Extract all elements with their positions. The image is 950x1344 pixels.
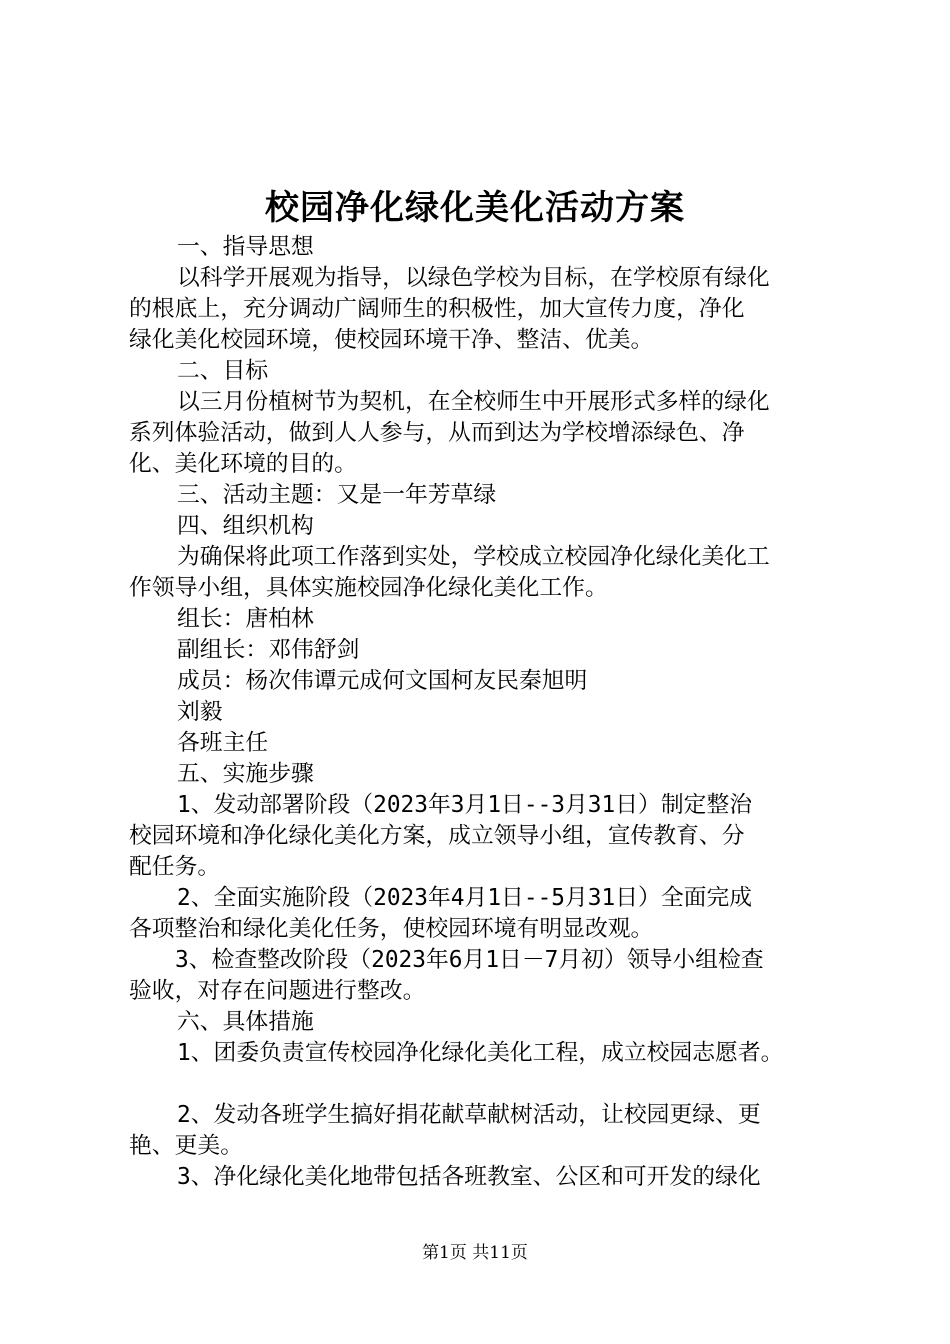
paragraph-line: 校园环境和净化绿化美化方案，成立领导小组，宣传教育、分 <box>129 823 745 849</box>
paragraph-line: 以科学开展观为指导，以绿色学校为目标，在学校原有绿化 <box>177 265 770 291</box>
section-heading-goals: 二、目标 <box>177 358 269 384</box>
section-heading-theme: 三、活动主题：又是一年芳草绿 <box>177 482 497 508</box>
paragraph-line: 3、净化绿化美化地带包括各班教室、公区和可开发的绿化 <box>177 1164 761 1190</box>
paragraph-line: 配任务。 <box>129 854 221 880</box>
section-heading-measures: 六、具体措施 <box>177 1009 314 1035</box>
members-line: 各班主任 <box>177 730 269 756</box>
paragraph-line: 验收，对存在问题进行整改。 <box>129 978 426 1004</box>
paragraph-line: 各项整治和绿化美化任务，使校园环境有明显改观。 <box>129 916 654 942</box>
paragraph-line: 系列体验活动，做到人人参与，从而到达为学校增添绿色、净 <box>129 420 745 446</box>
paragraph-line: 的根底上，充分调动广阔师生的积极性，加大宣传力度，净化 <box>129 296 745 322</box>
members-line: 刘毅 <box>177 699 223 725</box>
page-footer: 第1页 共11页 <box>422 1243 528 1263</box>
document-body <box>129 232 841 1193</box>
paragraph-line: 2、发动各班学生搞好捐花献草献树活动，让校园更绿、更 <box>177 1102 761 1128</box>
section-heading-steps: 五、实施步骤 <box>177 761 314 787</box>
paragraph-line: 艳、更美。 <box>129 1133 243 1159</box>
paragraph-line: 绿化美化校园环境，使校园环境干净、整洁、优美。 <box>129 327 654 353</box>
paragraph-line: 作领导小组，具体实施校园净化绿化美化工作。 <box>129 575 608 601</box>
paragraph-line: 1、团委负责宣传校园净化绿化美化工程，成立校园志愿者。 <box>177 1040 784 1066</box>
paragraph-line: 1、发动部署阶段（2023年3月1日--3月31日）制定整治 <box>177 792 753 818</box>
leader-line: 组长：唐柏林 <box>177 606 314 632</box>
document-title: 校园净化绿化美化活动方案 <box>265 188 685 228</box>
paragraph-line: 3、检查整改阶段（2023年6月1日－7月初）领导小组检查 <box>175 947 764 973</box>
paragraph-line: 化、美化环境的目的。 <box>129 451 357 477</box>
paragraph-line: 为确保将此项工作落到实处，学校成立校园净化绿化美化工 <box>177 544 770 570</box>
section-heading-organization: 四、组织机构 <box>177 513 314 539</box>
members-line: 成员：杨次伟谭元成何文国柯友民秦旭明 <box>177 668 588 694</box>
paragraph-line: 2、全面实施阶段（2023年4月1日--5月31日）全面完成 <box>177 885 753 911</box>
section-heading-guiding-thought: 一、指导思想 <box>177 234 314 260</box>
blank-line <box>129 1069 841 1100</box>
paragraph-line: 以三月份植树节为契机，在全校师生中开展形式多样的绿化 <box>177 389 770 415</box>
deputy-leader-line: 副组长：邓伟舒剑 <box>177 637 360 663</box>
